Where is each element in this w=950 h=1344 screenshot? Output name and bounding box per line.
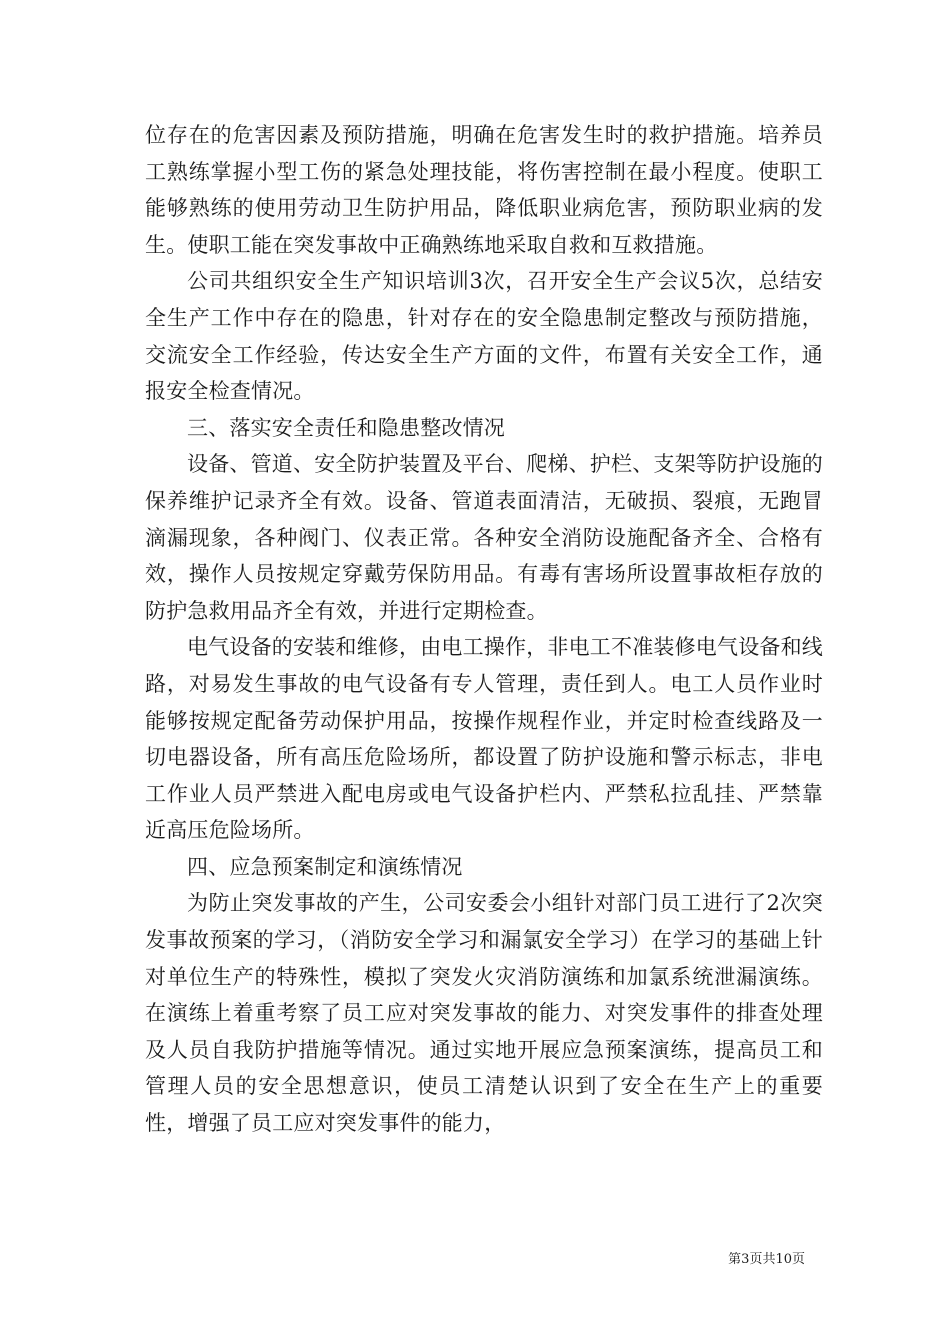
section-heading-responsibility: 三、落实安全责任和隐患整改情况 (187, 415, 505, 440)
paragraph-equipment-maintenance: 设备、管道、安全防护装置及平台、爬梯、护栏、支架等防护设施的保养维护记录齐全有效。设备、管道表面清洁，无破损、裂痕，无跑冒滴漏现象，各种阀门、仪表正常。各种安全消防设施配备齐全、合格有效，操作人员按规定穿戴劳保防用品。有毒有害场所设置事故柜存放的防护急救用品齐全有效，并进行定期检查。 (145, 452, 823, 623)
paragraph-electrical-safety: 电气设备的安装和维修，由电工操作，非电工不准装修电气设备和线路，对易发生事故的电气设备有专人管理，责任到人。电工人员作业时能够按规定配备劳动保护用品，按操作规程作业，并定时检查线路及一切电器设备，所有高压危险场所，都设置了防护设施和警示标志，非电工作业人员严禁进入配电房或电气设备护栏内、严禁私拉乱挂、严禁靠近高压危险场所。 (145, 635, 823, 843)
page-number-footer: 第3页共10页 (728, 1252, 805, 1267)
paragraph-training-sessions: 公司共组织安全生产知识培训3次，召开安全生产会议5次，总结安全生产工作中存在的隐患，针对存在的安全隐患制定整改与预防措施，交流安全工作经验，传达安全生产方面的文件，布置有关安全工作，通报安全检查情况。 (145, 269, 823, 404)
document-body (145, 117, 823, 1142)
paragraph-hazard-training: 位存在的危害因素及预防措施，明确在危害发生时的救护措施。培养员工熟练掌握小型工伤的紧急处理技能，将伤害控制在最小程度。使职工能够熟练的使用劳动卫生防护用品，降低职业病危害，预防职业病的发生。使职工能在突发事故中正确熟练地采取自救和互救措施。 (145, 123, 823, 257)
section-heading-emergency-plan: 四、应急预案制定和演练情况 (187, 854, 463, 879)
paragraph-emergency-drills: 为防止突发事故的产生，公司安委会小组针对部门员工进行了2次突发事故预案的学习，（消防安全学习和漏氯安全学习）在学习的基础上针对单位生产的特殊性，模拟了突发火灾消防演练和加氯系统泄漏演练。在演练上着重考察了员工应对突发事故的能力、对突发事件的排查处理及人员自我防护措施等情况。通过实地开展应急预案演练，提高员工和管理人员的安全思想意识，使员工清楚认识到了安全在生产上的重要性，增强了员工应对突发事件的能力， (145, 891, 823, 1136)
